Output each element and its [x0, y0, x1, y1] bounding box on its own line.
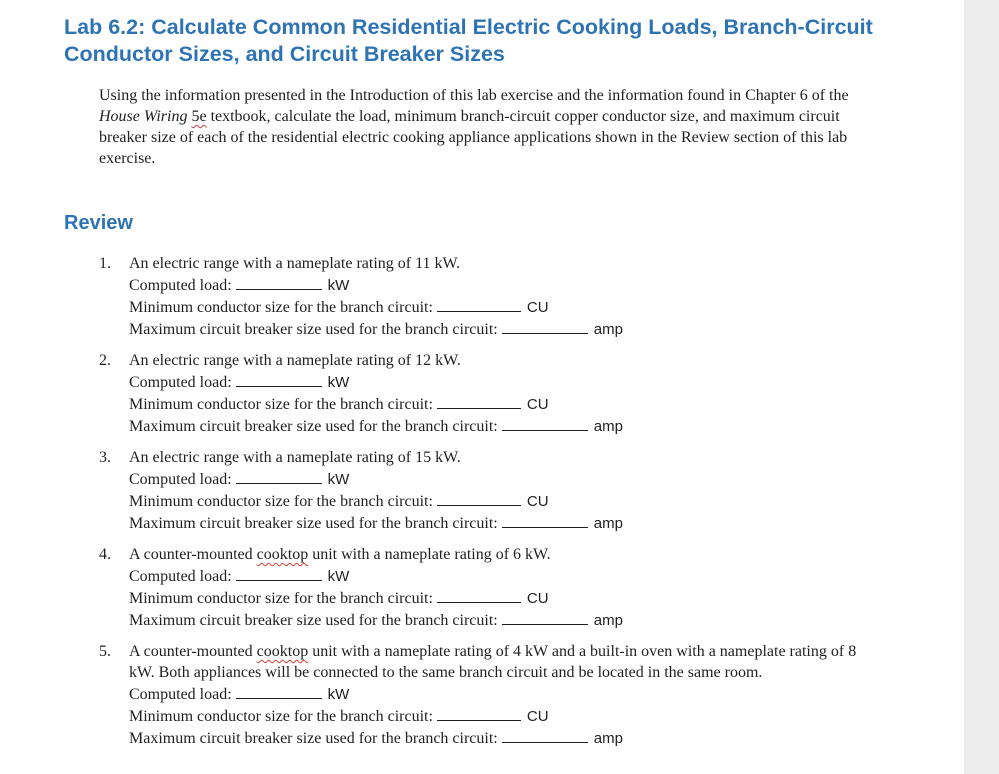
question-number: 4. — [99, 546, 111, 563]
min-conductor-label: Minimum conductor size for the branch circuit: — [129, 299, 433, 316]
amp-unit: amp — [593, 612, 623, 629]
cu-unit: CU — [526, 493, 549, 510]
max-breaker-blank[interactable] — [502, 727, 588, 743]
cu-unit: CU — [526, 590, 549, 607]
question-item — [99, 544, 859, 631]
min-conductor-label: Minimum conductor size for the branch circuit: — [129, 708, 433, 725]
min-conductor-blank[interactable] — [437, 490, 521, 506]
intro-text-end: textbook, calculate the load, minimum branch-circuit copper conductor size, and maximum circuit breaker size of each of the residential electric cooking appliance applications shown in the Review section of this lab exercise. — [99, 108, 848, 167]
intro-paragraph — [99, 85, 859, 169]
cu-unit: CU — [526, 299, 549, 316]
min-conductor-label: Minimum conductor size for the branch circuit: — [129, 590, 433, 607]
min-conductor-label: Minimum conductor size for the branch circuit: — [129, 396, 433, 413]
computed-load-row — [129, 468, 859, 490]
computed-load-blank[interactable] — [236, 274, 322, 290]
question-item — [99, 641, 859, 749]
spellcheck-flagged-word: cooktop — [256, 546, 309, 563]
question-text: An electric range with a nameplate rating of 12 kW. — [129, 352, 461, 369]
question-item — [99, 350, 859, 437]
computed-load-blank[interactable] — [236, 468, 322, 484]
textbook-title: House Wiring — [99, 108, 188, 125]
question-list — [99, 253, 859, 759]
min-conductor-row — [129, 490, 859, 512]
kw-unit: kW — [327, 374, 350, 391]
max-breaker-row — [129, 609, 859, 631]
computed-load-label: Computed load: — [129, 471, 232, 488]
kw-unit: kW — [327, 686, 350, 703]
computed-load-blank[interactable] — [236, 371, 322, 387]
max-breaker-row — [129, 512, 859, 534]
edition-text: 5e — [191, 108, 207, 125]
question-number: 5. — [99, 643, 111, 660]
question-number: 3. — [99, 449, 111, 466]
max-breaker-row — [129, 727, 859, 749]
question-item — [99, 253, 859, 340]
min-conductor-row — [129, 296, 859, 318]
max-breaker-row — [129, 318, 859, 340]
computed-load-row — [129, 371, 859, 393]
min-conductor-blank[interactable] — [437, 393, 521, 409]
kw-unit: kW — [327, 277, 350, 294]
computed-load-row — [129, 565, 859, 587]
intro-text-start: Using the information presented in the Introduction of this lab exercise and the information found in Chapter 6 of the — [99, 87, 849, 104]
min-conductor-label: Minimum conductor size for the branch circuit: — [129, 493, 433, 510]
amp-unit: amp — [593, 321, 623, 338]
window-side-gutter — [964, 0, 999, 774]
max-breaker-label: Maximum circuit breaker size used for the branch circuit: — [129, 730, 498, 747]
computed-load-blank[interactable] — [236, 565, 322, 581]
computed-load-row — [129, 274, 859, 296]
min-conductor-row — [129, 393, 859, 415]
computed-load-label: Computed load: — [129, 568, 232, 585]
question-item — [99, 447, 859, 534]
amp-unit: amp — [593, 515, 623, 532]
max-breaker-blank[interactable] — [502, 318, 588, 334]
question-text: An electric range with a nameplate rating of 11 kW. — [129, 255, 461, 272]
computed-load-label: Computed load: — [129, 277, 232, 294]
amp-unit: amp — [593, 730, 623, 747]
review-heading: Review — [64, 212, 133, 234]
max-breaker-label: Maximum circuit breaker size used for the branch circuit: — [129, 321, 498, 338]
question-text: A counter-mounted cooktop unit with a nameplate rating of 6 kW. — [129, 546, 551, 563]
lab-heading: Lab 6.2: Calculate Common Residential Electric Cooking Loads, Branch-Circuit Conductor Sizes, and Circuit Breaker Sizes — [64, 15, 873, 66]
question-text: An electric range with a nameplate rating of 15 kW. — [129, 449, 461, 466]
computed-load-label: Computed load: — [129, 374, 232, 391]
min-conductor-blank[interactable] — [437, 587, 521, 603]
question-text: A counter-mounted cooktop unit with a nameplate rating of 4 kW and a built-in oven with a nameplate rating of 8 kW. Both appliances will be connected to the same branch circuit and be located in the same room. — [129, 643, 857, 681]
min-conductor-row — [129, 587, 859, 609]
max-breaker-row — [129, 415, 859, 437]
min-conductor-blank[interactable] — [437, 705, 521, 721]
spellcheck-flagged-word: cooktop — [256, 643, 309, 660]
min-conductor-blank[interactable] — [437, 296, 521, 312]
computed-load-blank[interactable] — [236, 683, 322, 699]
max-breaker-blank[interactable] — [502, 415, 588, 431]
max-breaker-label: Maximum circuit breaker size used for the branch circuit: — [129, 515, 498, 532]
max-breaker-blank[interactable] — [502, 609, 588, 625]
amp-unit: amp — [593, 418, 623, 435]
question-number: 2. — [99, 352, 111, 369]
max-breaker-label: Maximum circuit breaker size used for the branch circuit: — [129, 612, 498, 629]
kw-unit: kW — [327, 568, 350, 585]
max-breaker-blank[interactable] — [502, 512, 588, 528]
computed-load-label: Computed load: — [129, 686, 232, 703]
cu-unit: CU — [526, 708, 549, 725]
question-number: 1. — [99, 255, 111, 272]
cu-unit: CU — [526, 396, 549, 413]
max-breaker-label: Maximum circuit breaker size used for the branch circuit: — [129, 418, 498, 435]
min-conductor-row — [129, 705, 859, 727]
computed-load-row — [129, 683, 859, 705]
kw-unit: kW — [327, 471, 350, 488]
